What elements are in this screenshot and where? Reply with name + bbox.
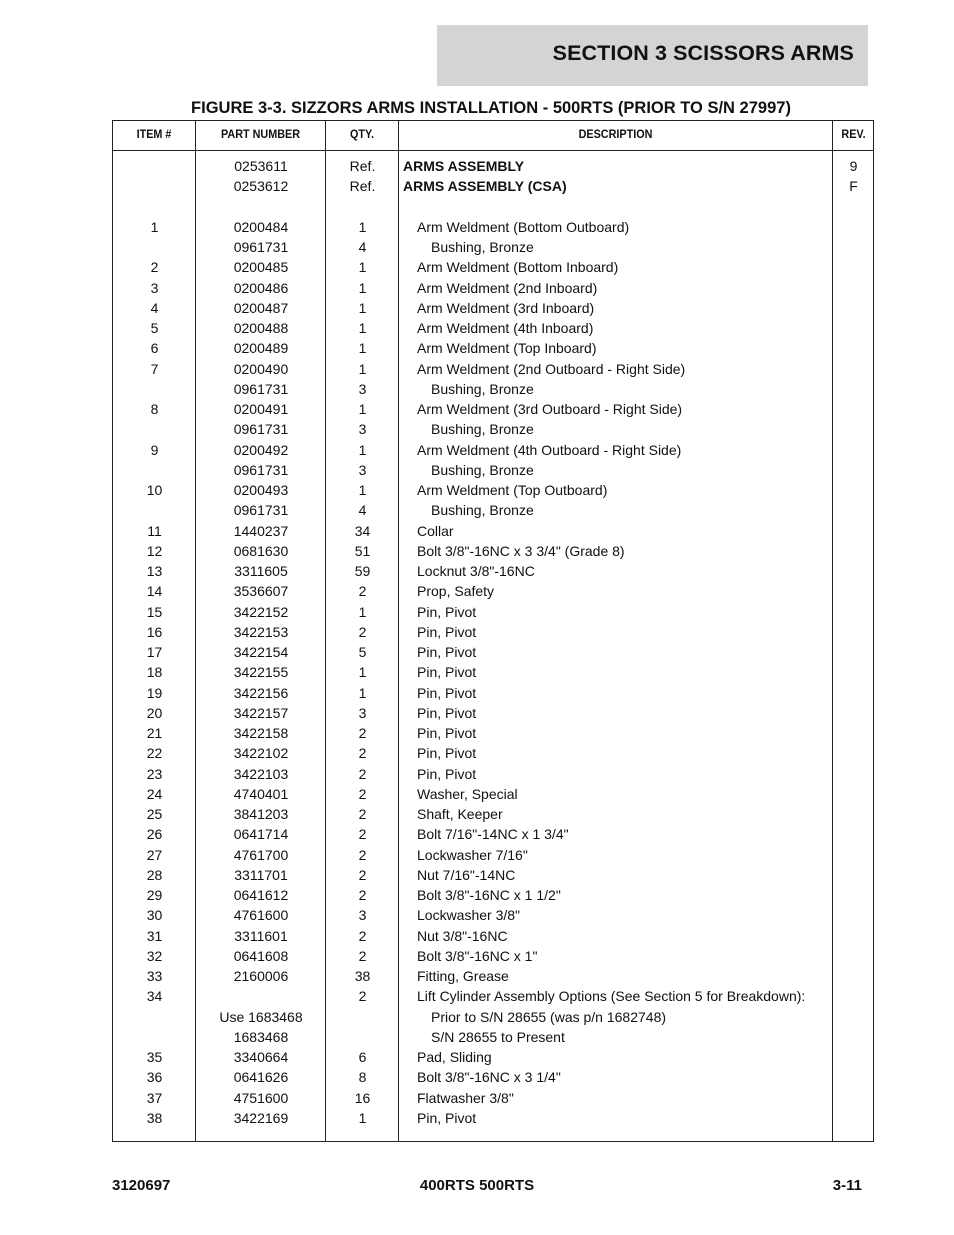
description-cell: Pin, Pivot [417,603,477,620]
description-cell: Arm Weldment (Top Inboard) [417,340,597,357]
part-number-cell: 3422103 [233,765,289,782]
section-title: SECTION 3 SCISSORS ARMS [552,41,854,65]
part-number-cell: 4740401 [233,785,289,802]
quantity-cell: 2 [358,725,367,741]
quantity-cell: 8 [358,1069,367,1086]
part-number-cell: 4761600 [233,907,289,924]
part-number-cell: 1440237 [233,522,289,539]
table-row [113,723,873,743]
item-number-cell: 34 [146,988,163,1005]
quantity-cell: 1 [358,340,367,357]
description-cell: Arm Weldment (Bottom Inboard) [417,259,619,276]
quantity-cell: 1 [358,1109,367,1126]
item-number-cell: 11 [147,522,162,539]
part-number-cell: 0200486 [233,279,289,296]
table-row [113,176,873,196]
quantity-cell: 1 [358,603,367,620]
quantity-cell: 4 [358,502,367,519]
description-cell: Bushing, Bronze [431,461,534,478]
table-row [113,946,873,966]
quantity-cell: 2 [358,785,367,802]
table-row [113,399,873,419]
description-cell: Lift Cylinder Assembly Options (See Section 5 for Breakdown): [417,988,806,1005]
table-row [113,1027,873,1047]
part-number-cell: 0641626 [233,1069,289,1086]
description-cell: Pin, Pivot [417,623,477,640]
description-cell: Lockwasher 7/16" [417,846,528,863]
quantity-cell: 3 [358,704,367,721]
description-cell: Arm Weldment (2nd Outboard - Right Side) [417,360,686,377]
item-number-cell: 1 [150,218,159,235]
revision-cell: F [849,178,858,195]
description-cell: Pin, Pivot [417,745,477,762]
part-number-cell: 0200488 [233,320,289,336]
item-number-cell: 6 [150,340,159,357]
quantity-cell: 6 [358,1049,367,1065]
item-number-cell: 3 [150,279,159,296]
revision-cell: 9 [849,158,858,174]
part-number-cell: 3422169 [233,1109,289,1126]
item-number-cell: 23 [146,765,163,782]
quantity-cell: 2 [358,927,367,944]
document-number: 3120697 [112,1177,171,1194]
table-row [113,784,873,804]
table-row [113,278,873,298]
description-cell: Arm Weldment (Top Outboard) [417,482,608,498]
quantity-cell: 2 [358,623,367,640]
description-cell: Pin, Pivot [417,644,477,660]
part-number-cell: 0961731 [233,239,289,255]
item-number-cell: 31 [146,927,163,944]
part-number-cell: 3422156 [233,684,289,701]
description-cell: Arm Weldment (2nd Inboard) [417,279,598,296]
part-number-cell: 3422153 [233,623,289,640]
quantity-cell: 59 [354,563,371,579]
table-row [113,257,873,277]
table-row [113,197,873,217]
quantity-cell: 4 [358,239,367,255]
description-cell: Pin, Pivot [417,664,477,681]
table-row [113,905,873,925]
quantity-cell: 2 [358,866,367,883]
item-number-cell: 13 [146,563,163,579]
part-number-cell: 1683468 [233,1028,289,1045]
part-number-cell: 0200491 [233,401,289,417]
part-number-cell: 0641714 [233,826,289,843]
item-number-cell: 32 [146,947,163,964]
table-row [113,683,873,703]
item-number-cell: 12 [146,542,163,559]
part-number-cell: 0200487 [233,299,289,316]
figure-title: FIGURE 3-3. SIZZORS ARMS INSTALLATION - 500RTS (PRIOR TO S/N 27997) [191,99,791,117]
description-cell: Arm Weldment (3rd Inboard) [417,299,595,316]
part-number-cell: 2160006 [233,968,289,984]
description-cell: Pin, Pivot [417,684,477,701]
quantity-cell: 2 [358,947,367,964]
description-cell: Fitting, Grease [417,968,509,984]
part-number-cell: 0961731 [233,461,289,478]
table-row [113,642,873,662]
quantity-cell: 38 [354,968,371,984]
table-row [113,1108,873,1128]
part-number-cell: 0200492 [233,441,289,458]
table-row [113,824,873,844]
header-qty: QTY. [349,127,374,141]
table-row [113,986,873,1006]
part-number-cell: 0200489 [233,340,289,357]
part-number-cell: 3841203 [233,806,289,822]
quantity-cell: Ref. [349,158,376,174]
description-cell: Bolt 7/16"-14NC x 1 3/4" [417,826,569,843]
table-row [113,217,873,237]
description-cell: Locknut 3/8"-16NC [417,563,535,579]
item-number-cell: 2 [150,259,159,276]
description-cell: Pad, Sliding [417,1049,492,1065]
quantity-cell: 1 [358,218,367,235]
description-cell: Pin, Pivot [417,1109,477,1126]
description-cell: Bushing, Bronze [431,421,534,438]
header-description: DESCRIPTION [578,127,653,141]
quantity-cell: 3 [358,380,367,397]
table-row [113,1067,873,1087]
item-number-cell: 26 [146,826,163,843]
quantity-cell: 51 [354,542,371,559]
table-row [113,561,873,581]
description-cell: Prior to S/N 28655 (was p/n 1682748) [431,1008,667,1025]
part-number-cell: 3311701 [234,866,288,883]
table-header [113,121,873,151]
description-cell: Bolt 3/8"-16NC x 3 3/4" (Grade 8) [417,542,625,559]
item-number-cell: 5 [150,320,159,336]
table-row [113,804,873,824]
model-name: 400RTS 500RTS [419,1177,535,1194]
quantity-cell: Ref. [349,178,376,195]
item-number-cell: 20 [146,704,163,721]
item-number-cell: 24 [146,785,163,802]
description-cell: Bolt 3/8"-16NC x 1 1/2" [417,887,561,903]
part-number-cell: 0961731 [233,380,289,397]
item-number-cell: 19 [146,684,163,701]
description-cell: Bushing, Bronze [431,380,534,397]
table-row [113,581,873,601]
description-cell: ARMS ASSEMBLY (CSA) [403,178,567,195]
description-cell: Arm Weldment (4th Outboard - Right Side) [417,441,682,458]
table-row [113,966,873,986]
quantity-cell: 1 [358,401,367,417]
table-row [113,500,873,520]
table-row [113,521,873,541]
item-number-cell: 16 [146,623,163,640]
part-number-cell: 0961731 [233,421,289,438]
item-number-cell: 29 [146,887,163,903]
description-cell: Lockwasher 3/8" [417,907,521,924]
part-number-cell: 3422155 [233,664,289,681]
item-number-cell: 21 [146,725,163,741]
part-number-cell: 3422154 [233,644,289,660]
header-part-number: PART NUMBER [220,127,301,141]
table-row [113,865,873,885]
item-number-cell: 7 [150,360,159,377]
part-number-cell: 0681630 [233,542,289,559]
part-number-cell: 3422102 [233,745,289,762]
part-number-cell: Use 1683468 [219,1008,303,1025]
description-cell: Nut 7/16"-14NC [417,866,516,883]
item-number-cell: 15 [146,603,163,620]
part-number-cell: 0200493 [233,482,289,498]
item-number-cell: 35 [146,1049,163,1065]
item-number-cell: 30 [146,907,163,924]
quantity-cell: 1 [358,299,367,316]
table-row [113,622,873,642]
description-cell: Bushing, Bronze [431,239,534,255]
part-number-cell: 3422158 [233,725,289,741]
description-cell: Arm Weldment (Bottom Outboard) [417,218,630,235]
table-row [113,338,873,358]
description-cell: ARMS ASSEMBLY [403,158,525,174]
quantity-cell: 2 [358,846,367,863]
quantity-cell: 2 [358,765,367,782]
table-row [113,885,873,905]
item-number-cell: 28 [146,866,163,883]
section-banner [437,25,868,86]
description-cell: Bolt 3/8"-16NC x 3 1/4" [417,1069,561,1086]
quantity-cell: 3 [358,421,367,438]
quantity-cell: 1 [358,259,367,276]
quantity-cell: 2 [358,887,367,903]
description-cell: Bushing, Bronze [431,502,534,519]
table-row [113,359,873,379]
table-row [113,318,873,338]
table-row [113,602,873,622]
quantity-cell: 2 [358,806,367,822]
description-cell: Arm Weldment (4th Inboard) [417,320,594,336]
table-row [113,1047,873,1067]
description-cell: Collar [417,522,454,539]
item-number-cell: 33 [146,968,163,984]
table-row [113,1007,873,1027]
table-row [113,419,873,439]
part-number-cell: 0200484 [233,218,289,235]
part-number-cell: 0253612 [233,178,289,195]
description-cell: Pin, Pivot [417,765,477,782]
description-cell: Pin, Pivot [417,725,477,741]
description-cell: Bolt 3/8"-16NC x 1" [417,947,538,964]
table-row [113,1088,873,1108]
quantity-cell: 2 [358,826,367,843]
parts-table [112,120,874,1142]
item-number-cell: 8 [150,401,159,417]
item-number-cell: 27 [146,846,163,863]
part-number-cell: 0961731 [233,502,289,519]
item-number-cell: 22 [146,745,163,762]
part-number-cell: 3536607 [233,583,289,600]
table-row [113,237,873,257]
part-number-cell: 4761700 [233,846,289,863]
table-row [113,298,873,318]
quantity-cell: 1 [358,664,367,681]
header-item: ITEM # [136,127,172,141]
item-number-cell: 18 [146,664,163,681]
description-cell: S/N 28655 to Present [431,1028,565,1045]
table-row [113,764,873,784]
table-row [113,460,873,480]
quantity-cell: 1 [358,482,367,498]
description-cell: Nut 3/8"-16NC [417,927,508,944]
description-cell: Washer, Special [417,785,518,802]
header-rev: REV. [841,127,866,141]
quantity-cell: 5 [358,644,367,660]
item-number-cell: 9 [150,441,159,458]
description-cell: Flatwasher 3/8" [417,1089,514,1106]
table-row [113,379,873,399]
part-number-cell: 4751600 [233,1089,289,1106]
quantity-cell: 2 [358,583,367,600]
quantity-cell: 3 [358,461,367,478]
part-number-cell: 3340664 [233,1049,289,1065]
description-cell: Shaft, Keeper [417,806,503,822]
page-number: 3-11 [832,1177,862,1194]
table-row [113,480,873,500]
table-row [113,440,873,460]
quantity-cell: 1 [358,441,367,458]
quantity-cell: 1 [358,360,367,377]
part-number-cell: 0641612 [233,887,289,903]
item-number-cell: 36 [146,1069,163,1086]
item-number-cell: 4 [150,299,159,316]
table-row [113,541,873,561]
table-row [113,703,873,723]
description-cell: Prop, Safety [417,583,495,600]
part-number-cell: 3311605 [234,563,288,579]
quantity-cell: 34 [354,522,371,539]
part-number-cell: 0200490 [233,360,289,377]
quantity-cell: 16 [354,1089,371,1106]
item-number-cell: 17 [146,644,163,660]
item-number-cell: 10 [146,482,163,498]
item-number-cell: 37 [146,1089,163,1106]
part-number-cell: 0641608 [233,947,289,964]
description-cell: Pin, Pivot [417,704,477,721]
part-number-cell: 3422157 [233,704,289,721]
item-number-cell: 14 [146,583,163,600]
table-row [113,156,873,176]
part-number-cell: 0253611 [234,158,288,174]
quantity-cell: 1 [358,684,367,701]
part-number-cell: 3311601 [234,927,288,944]
item-number-cell: 25 [146,806,163,822]
table-row [113,662,873,682]
quantity-cell: 3 [358,907,367,924]
table-row [113,845,873,865]
quantity-cell: 2 [358,988,367,1005]
table-row [113,743,873,763]
quantity-cell: 1 [358,279,367,296]
part-number-cell: 0200485 [233,259,289,276]
item-number-cell: 38 [146,1109,163,1126]
table-row [113,926,873,946]
quantity-cell: 2 [358,745,367,762]
quantity-cell: 1 [358,320,367,336]
part-number-cell: 3422152 [233,603,289,620]
description-cell: Arm Weldment (3rd Outboard - Right Side) [417,401,683,417]
